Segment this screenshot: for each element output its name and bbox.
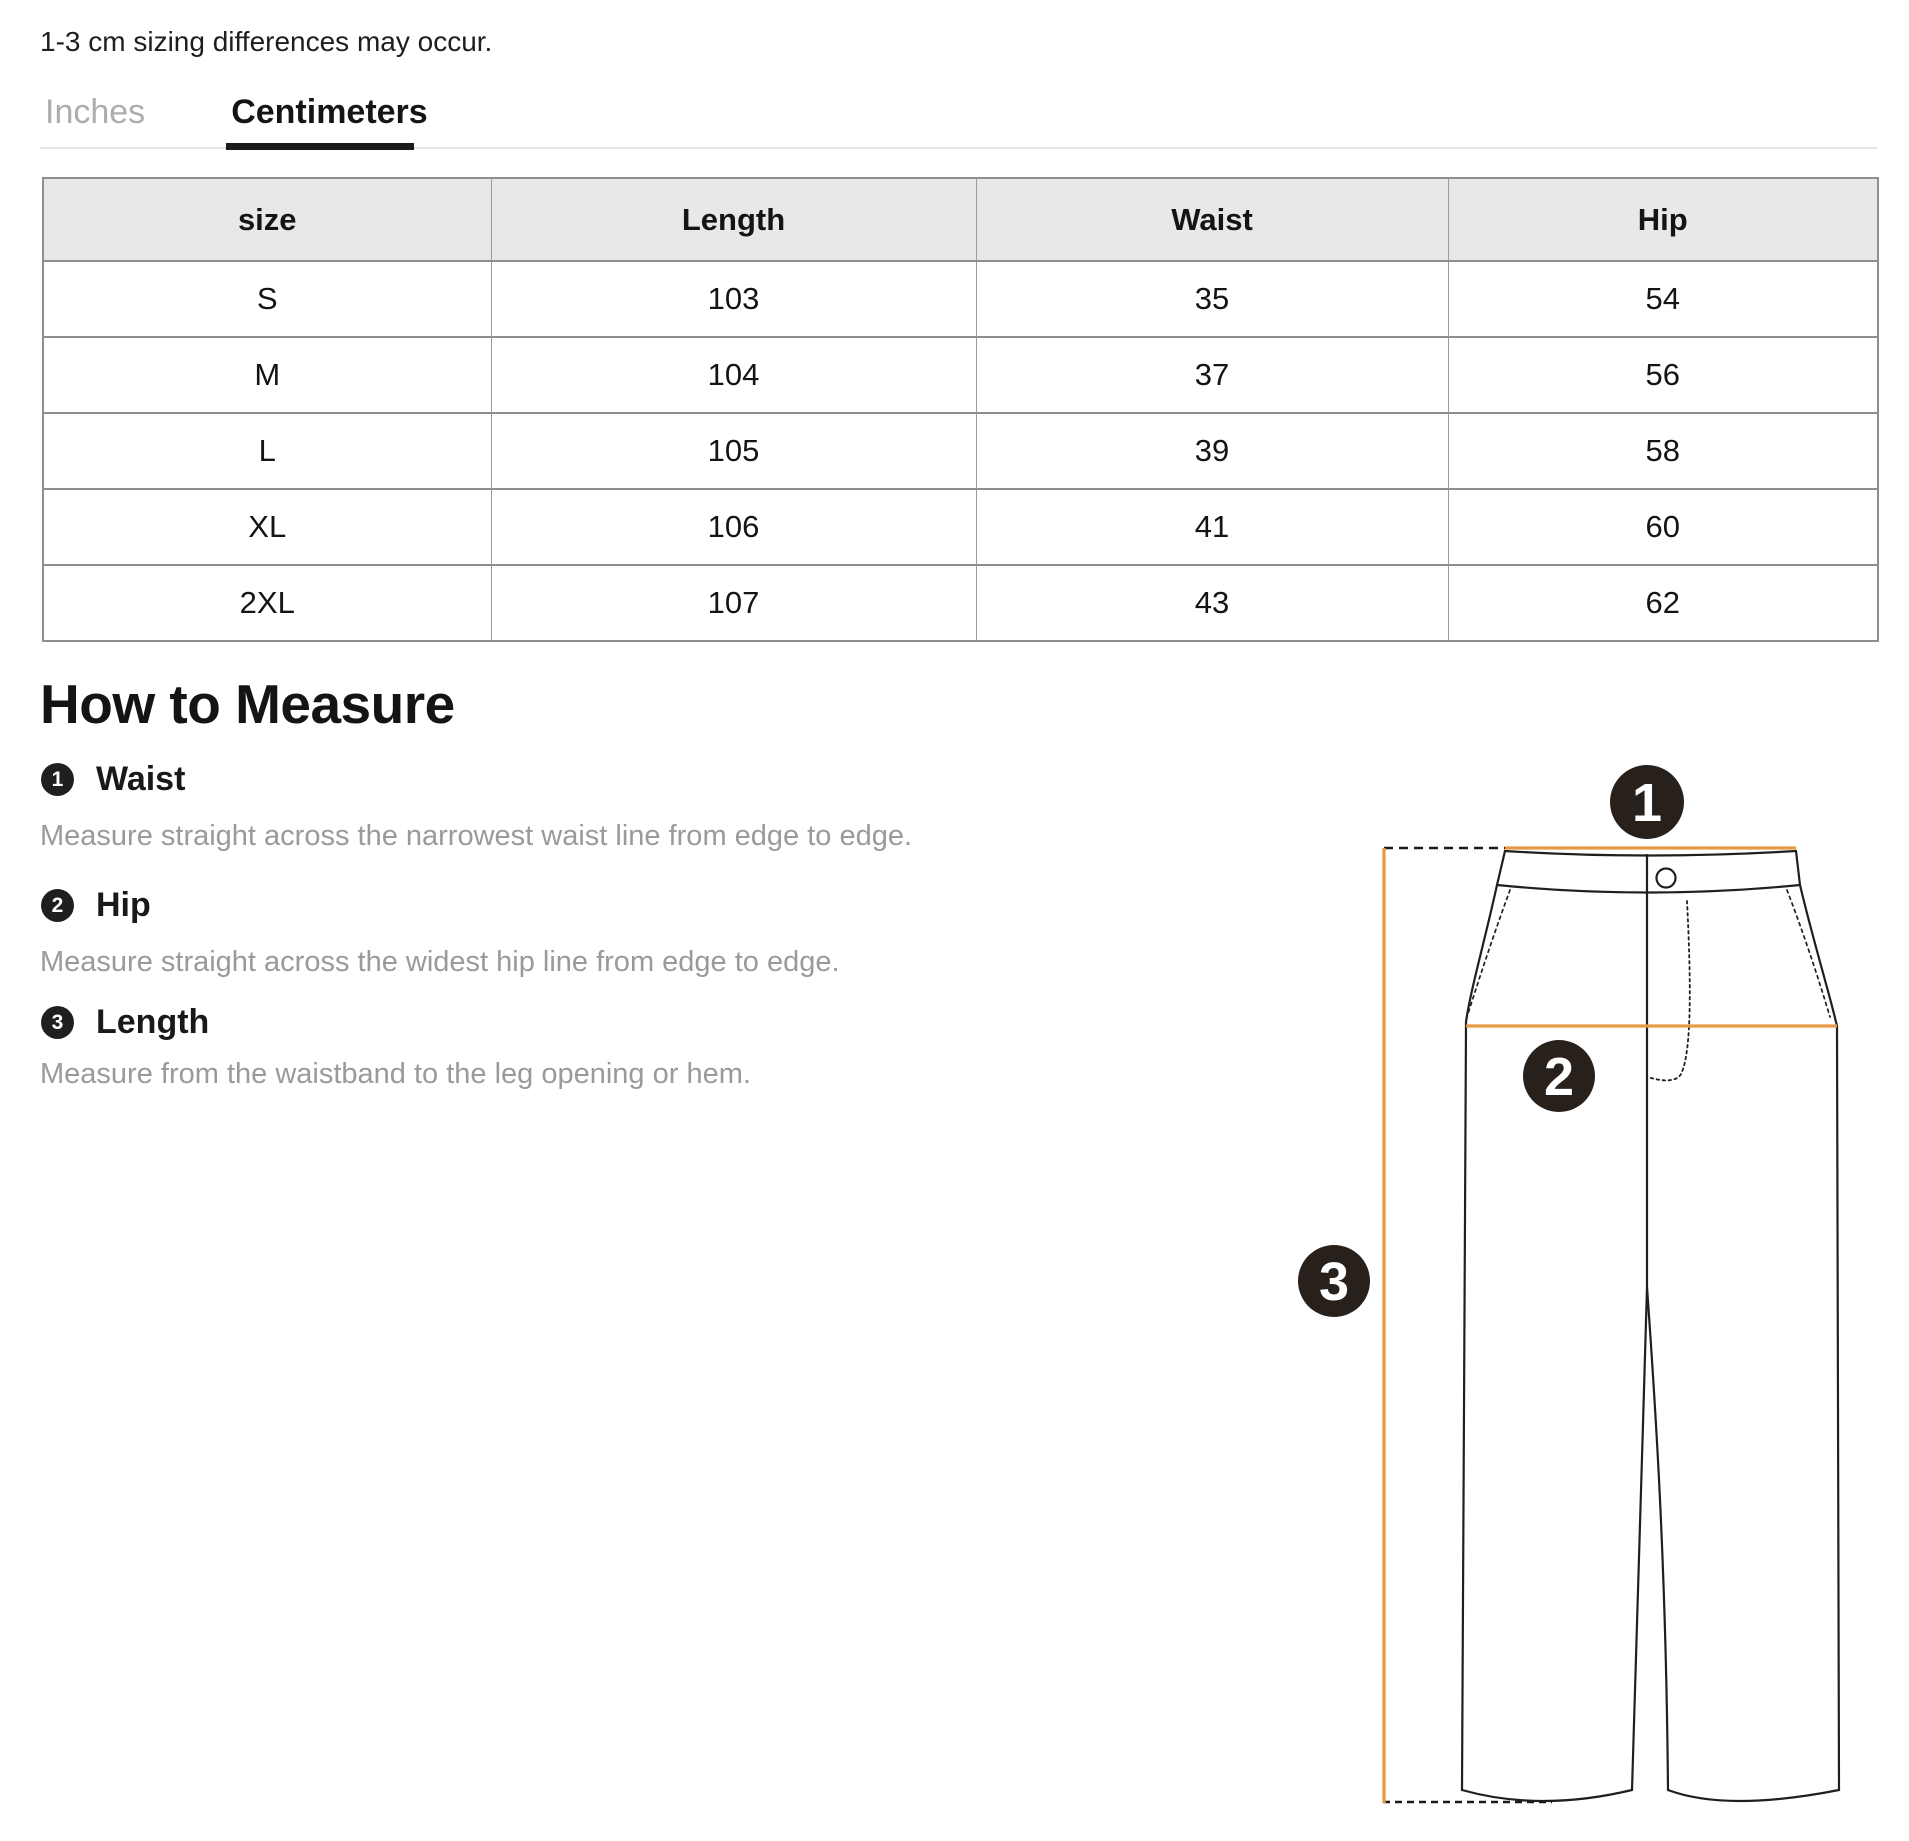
tab-inches[interactable]: Inches [45, 93, 146, 131]
marker-1-waist [1610, 765, 1684, 839]
cell-size: M [43, 337, 491, 413]
measure-item-length [41, 1003, 209, 1042]
how-to-measure-title: How to Measure [40, 673, 455, 735]
measure-desc-waist: Measure straight across the narrowest waist line from edge to edge. [40, 820, 913, 852]
cell-size: XL [43, 489, 491, 565]
cell-hip: 54 [1448, 261, 1878, 337]
measure-label-hip: Hip [96, 886, 151, 924]
cell-hip: 58 [1448, 413, 1878, 489]
table-row [43, 337, 1878, 413]
table-row [43, 261, 1878, 337]
marker-3-length [1298, 1245, 1370, 1317]
sizing-disclaimer: 1-3 cm sizing differences may occur. [40, 26, 493, 57]
cell-length: 103 [491, 261, 976, 337]
measure-item-waist [41, 760, 185, 799]
column-header-size: size [43, 178, 491, 261]
table-row [43, 413, 1878, 489]
cell-waist: 43 [976, 565, 1448, 641]
column-header-hip: Hip [1448, 178, 1878, 261]
table-row [43, 565, 1878, 641]
cell-hip: 60 [1448, 489, 1878, 565]
pants-outline-icon [1462, 851, 1839, 1801]
measure-guide-lines [1383, 848, 1837, 1803]
svg-text:2: 2 [1543, 1047, 1575, 1107]
pants-measurement-diagram [1280, 740, 1900, 1835]
cell-size: 2XL [43, 565, 491, 641]
active-tab-underline [226, 143, 414, 150]
cell-hip: 62 [1448, 565, 1878, 641]
unit-tabs [45, 93, 428, 132]
column-header-waist: Waist [976, 178, 1448, 261]
cell-hip: 56 [1448, 337, 1878, 413]
column-header-length: Length [491, 178, 976, 261]
measure-desc-length: Measure from the waistband to the leg opening or hem. [40, 1058, 751, 1090]
cell-length: 105 [491, 413, 976, 489]
svg-text:1: 1 [1631, 773, 1663, 833]
cell-length: 106 [491, 489, 976, 565]
cell-waist: 39 [976, 413, 1448, 489]
marker-2-hip [1523, 1040, 1595, 1112]
size-chart-table [42, 177, 1879, 642]
table-header-row [43, 178, 1878, 261]
measure-label-waist: Waist [96, 760, 186, 798]
cell-length: 104 [491, 337, 976, 413]
step-2-badge: 2 [41, 889, 74, 922]
measure-item-hip [41, 886, 151, 925]
step-3-badge: 3 [41, 1006, 74, 1039]
cell-size: L [43, 413, 491, 489]
measure-desc-hip: Measure straight across the widest hip line from edge to edge. [40, 946, 840, 978]
cell-size: S [43, 261, 491, 337]
table-row [43, 489, 1878, 565]
step-1-badge: 1 [41, 763, 74, 796]
cell-waist: 35 [976, 261, 1448, 337]
cell-waist: 37 [976, 337, 1448, 413]
cell-waist: 41 [976, 489, 1448, 565]
tab-centimeters[interactable]: Centimeters [231, 93, 428, 131]
cell-length: 107 [491, 565, 976, 641]
svg-text:3: 3 [1318, 1252, 1350, 1312]
measure-label-length: Length [96, 1003, 210, 1041]
